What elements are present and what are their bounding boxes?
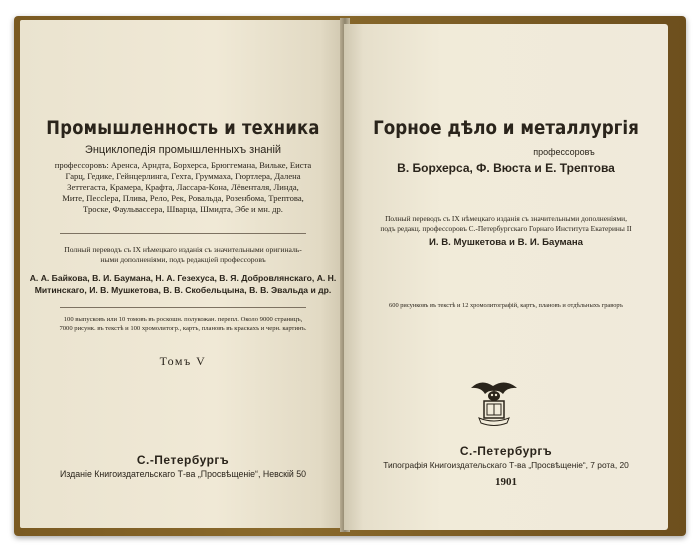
printer-line: Типографія Книгоиздательскаго Т-ва „Просвѣщеніе“, 7 рота, 20: [383, 460, 629, 470]
left-city: С.-Петербургъ: [136, 453, 230, 467]
volumes-note: 7000 рисунк. въ текстѣ и 100 хромолитогр., картъ, плановъ въ краскахъ и черн. картинъ.: [59, 325, 307, 332]
left-subtitle: Энциклопедія промышленныхъ знаній: [84, 144, 282, 156]
left-title: Промышленность и техника: [46, 117, 320, 139]
publication-year: 1901: [495, 476, 517, 488]
publisher-line: Изданіе Книгоиздательскаго Т-ва „Просвѣщеніе“, Невскій 50: [59, 469, 307, 479]
divider: [60, 233, 306, 234]
volumes-note: 100 выпусковъ или 10 томовъ въ роскошн. полукожан. перепл. Около 9000 страницъ,: [63, 316, 303, 323]
left-page: [20, 20, 346, 528]
authors-line: В. Борхерса, Ф. Вюста и Е. Трептова: [397, 161, 615, 175]
editors-line: А. А. Байкова, В. И. Баумана, Н. А. Гезехуса, В. Я. Добровлянскаго, А. Н.: [29, 273, 337, 283]
right-title: Горное дѣло и металлургія: [373, 117, 639, 139]
illustrations-note: 600 рисунковъ въ текстѣ и 12 хромолитографій, картъ, плановъ и отдѣльныхъ граворъ: [389, 302, 623, 309]
editors-line: И. В. Мушкетова и В. И. Баумана: [429, 237, 583, 248]
divider: [60, 307, 306, 308]
right-page: [344, 24, 668, 530]
translation-note: Полный переводъ съ IX нѣмецкаго изданія съ значительными оригиналь-: [64, 245, 302, 254]
translation-note: ными дополненіями, подъ редакціей профессоровъ: [100, 255, 266, 264]
translation-note: подъ редакц. профессоровъ С.-Петербургскаго Горнаго Института Екатерины II: [380, 224, 632, 233]
owl-emblem-icon: [469, 374, 519, 428]
prof-label: [344, 147, 668, 157]
translation-note: Полный переводъ съ IX нѣмецкаго изданія съ значительными дополненіями,: [385, 214, 627, 223]
professors-line: Гарц, Гедике, Гейнцерлинга, Гехта, Груммаха, Гюртлера, Далена: [65, 171, 301, 181]
right-city: С.-Петербургъ: [459, 444, 553, 458]
professors-line: Троске, Фаульвассера, Шварца, Шмидта, Эбе и мн. др.: [83, 204, 283, 214]
volume-number: Томъ V: [159, 354, 207, 368]
professors-line: профессоровъ: Аренса, Арндта, Борхерса, Брюггемана, Вильке, Еиста: [54, 160, 312, 170]
professors-line: Зеттегаста, Крамера, Крафта, Лассара-Кона, Лёвенталя, Линда,: [67, 182, 299, 192]
professors-line: Мите, Пессlера, Плива, Рело, Рек, Ровальда, Розенбома, Трептова,: [62, 193, 304, 203]
prof-label-text: профессоровъ: [533, 147, 595, 157]
editors-line: Митинскаго, И. В. Мушкетова, В. В. Скобельцына, В. В. Эвальда и др.: [34, 285, 332, 295]
